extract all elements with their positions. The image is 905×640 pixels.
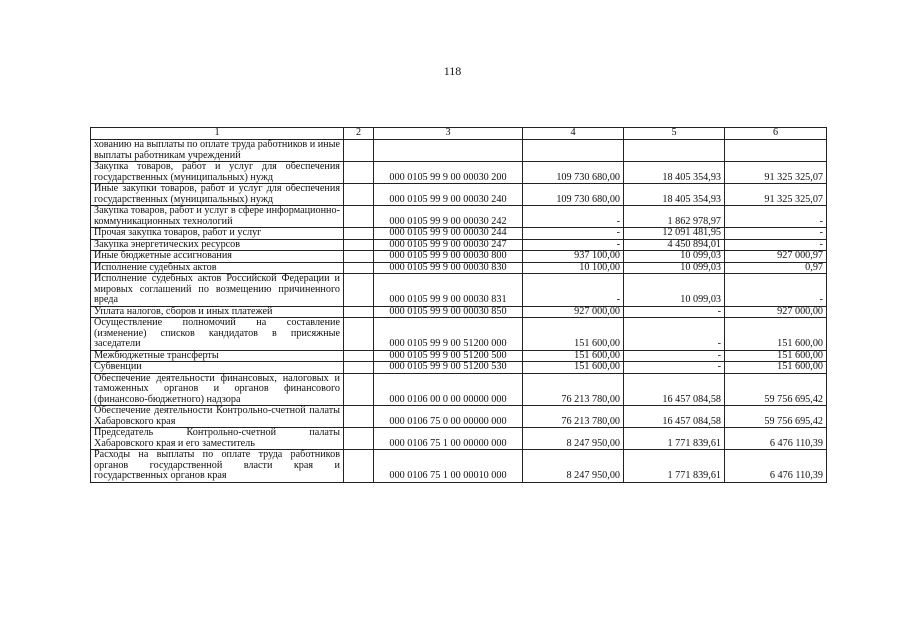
row-remaining-cell: - — [725, 228, 827, 240]
table-body — [91, 140, 827, 483]
row-remaining-cell: 59 756 695,42 — [725, 373, 827, 406]
row-plan-cell: - — [523, 239, 624, 251]
row-code-cell: 000 0105 99 9 00 51200 000 — [374, 318, 523, 351]
table-row — [91, 140, 827, 162]
col-header-1: 1 — [91, 128, 344, 140]
row-remaining-cell: 91 325 325,07 — [725, 162, 827, 184]
table-row — [91, 428, 827, 450]
budget-execution-table — [90, 127, 827, 483]
page-number: 118 — [443, 64, 462, 78]
row-remaining-cell: 927 000,00 — [725, 306, 827, 318]
row-plan-cell: 151 600,00 — [523, 318, 624, 351]
table-row — [91, 306, 827, 318]
row-col2-cell — [344, 184, 374, 206]
table-row — [91, 262, 827, 274]
row-executed-cell: 16 457 084,58 — [624, 406, 725, 428]
row-remaining-cell: 151 600,00 — [725, 350, 827, 362]
table-row — [91, 251, 827, 263]
row-executed-cell: 1 771 839,61 — [624, 428, 725, 450]
row-code-cell: 000 0106 00 0 00 00000 000 — [374, 373, 523, 406]
row-plan-cell: 151 600,00 — [523, 362, 624, 374]
row-remaining-cell: - — [725, 206, 827, 228]
row-remaining-cell: - — [725, 239, 827, 251]
row-plan-cell: 76 213 780,00 — [523, 373, 624, 406]
row-executed-cell: 16 457 084,58 — [624, 373, 725, 406]
col-header-4: 4 — [523, 128, 624, 140]
row-name-cell: Субвенции — [91, 362, 344, 374]
table-row — [91, 350, 827, 362]
row-plan-cell: 8 247 950,00 — [523, 428, 624, 450]
row-remaining-cell: - — [725, 274, 827, 307]
row-code-cell: 000 0105 99 9 00 00030 242 — [374, 206, 523, 228]
row-code-cell: 000 0105 99 9 00 00030 244 — [374, 228, 523, 240]
row-plan-cell: 8 247 950,00 — [523, 450, 624, 483]
row-plan-cell: 927 000,00 — [523, 306, 624, 318]
row-code-cell: 000 0106 75 0 00 00000 000 — [374, 406, 523, 428]
row-remaining-cell: 927 000,97 — [725, 251, 827, 263]
table-row — [91, 362, 827, 374]
row-col2-cell — [344, 262, 374, 274]
row-name-cell: Уплата налогов, сборов и иных платежей — [91, 306, 344, 318]
row-col2-cell — [344, 350, 374, 362]
row-name-cell: Обеспечение деятельности финансовых, налоговых и таможенных органов и органов финансового (финансово-бюджетного) надзора — [91, 373, 344, 406]
row-name-cell: Закупка товаров, работ и услуг в сфере информационно-коммуникационных технологий — [91, 206, 344, 228]
row-col2-cell — [344, 162, 374, 184]
table-row — [91, 406, 827, 428]
row-remaining-cell: 0,97 — [725, 262, 827, 274]
row-col2-cell — [344, 228, 374, 240]
table-row — [91, 450, 827, 483]
row-plan-cell: 109 730 680,00 — [523, 184, 624, 206]
row-plan-cell: 151 600,00 — [523, 350, 624, 362]
row-remaining-cell: 59 756 695,42 — [725, 406, 827, 428]
row-executed-cell: 1 771 839,61 — [624, 450, 725, 483]
row-col2-cell — [344, 450, 374, 483]
row-executed-cell: 1 862 978,97 — [624, 206, 725, 228]
row-executed-cell: 18 405 354,93 — [624, 184, 725, 206]
row-executed-cell: - — [624, 362, 725, 374]
row-plan-cell: - — [523, 206, 624, 228]
row-executed-cell: - — [624, 350, 725, 362]
row-executed-cell: - — [624, 306, 725, 318]
table-row — [91, 184, 827, 206]
table-row — [91, 318, 827, 351]
row-remaining-cell: 91 325 325,07 — [725, 184, 827, 206]
row-remaining-cell: 6 476 110,39 — [725, 428, 827, 450]
row-name-cell: Иные бюджетные ассигнования — [91, 251, 344, 263]
row-col2-cell — [344, 373, 374, 406]
table-row — [91, 228, 827, 240]
row-executed-cell — [624, 140, 725, 162]
row-plan-cell: 10 100,00 — [523, 262, 624, 274]
row-name-cell: Председатель Контрольно-счетной палаты Хабаровского края и его заместитель — [91, 428, 344, 450]
row-col2-cell — [344, 239, 374, 251]
col-header-5: 5 — [624, 128, 725, 140]
row-plan-cell: - — [523, 228, 624, 240]
row-name-cell: Исполнение судебных актов — [91, 262, 344, 274]
row-name-cell: Расходы на выплаты по оплате труда работников органов государственной власти края и государственных органов края — [91, 450, 344, 483]
table-row — [91, 239, 827, 251]
row-code-cell: 000 0105 99 9 00 51200 500 — [374, 350, 523, 362]
row-code-cell: 000 0106 75 1 00 00010 000 — [374, 450, 523, 483]
row-executed-cell: 10 099,03 — [624, 262, 725, 274]
row-code-cell: 000 0105 99 9 00 00030 240 — [374, 184, 523, 206]
row-code-cell: 000 0106 75 1 00 00000 000 — [374, 428, 523, 450]
row-col2-cell — [344, 318, 374, 351]
row-code-cell: 000 0105 99 9 00 00030 800 — [374, 251, 523, 263]
row-remaining-cell: 151 600,00 — [725, 318, 827, 351]
row-col2-cell — [344, 428, 374, 450]
row-executed-cell: 12 091 481,95 — [624, 228, 725, 240]
row-col2-cell — [344, 274, 374, 307]
row-col2-cell — [344, 206, 374, 228]
row-plan-cell: 937 100,00 — [523, 251, 624, 263]
row-plan-cell: 109 730 680,00 — [523, 162, 624, 184]
row-plan-cell: - — [523, 274, 624, 307]
row-code-cell — [374, 140, 523, 162]
row-col2-cell — [344, 306, 374, 318]
row-name-cell: Закупка энергетических ресурсов — [91, 239, 344, 251]
row-plan-cell — [523, 140, 624, 162]
row-col2-cell — [344, 406, 374, 428]
row-executed-cell: 10 099,03 — [624, 274, 725, 307]
row-code-cell: 000 0105 99 9 00 51200 530 — [374, 362, 523, 374]
col-header-3: 3 — [374, 128, 523, 140]
row-name-cell: Межбюджетные трансферты — [91, 350, 344, 362]
row-name-cell: Исполнение судебных актов Российской Федерации и мировых соглашений по возмещению причиненного вреда — [91, 274, 344, 307]
row-code-cell: 000 0105 99 9 00 00030 200 — [374, 162, 523, 184]
row-remaining-cell: 151 600,00 — [725, 362, 827, 374]
row-name-cell: Закупка товаров, работ и услуг для обеспечения государственных (муниципальных) нужд — [91, 162, 344, 184]
row-code-cell: 000 0105 99 9 00 00030 831 — [374, 274, 523, 307]
row-remaining-cell — [725, 140, 827, 162]
header-row — [91, 128, 827, 140]
table-row — [91, 206, 827, 228]
row-executed-cell: 4 450 894,01 — [624, 239, 725, 251]
row-name-cell: хованию на выплаты по оплате труда работников и иные выплаты работникам учреждений — [91, 140, 344, 162]
row-executed-cell: - — [624, 318, 725, 351]
row-name-cell: Осуществление полномочий на составление (изменение) списков кандидатов в присяжные заседатели — [91, 318, 344, 351]
row-name-cell: Обеспечение деятельности Контрольно-счетной палаты Хабаровского края — [91, 406, 344, 428]
row-col2-cell — [344, 362, 374, 374]
row-name-cell: Иные закупки товаров, работ и услуг для обеспечения государственных (муниципальных) нужд — [91, 184, 344, 206]
row-code-cell: 000 0105 99 9 00 00030 830 — [374, 262, 523, 274]
table-row — [91, 373, 827, 406]
row-executed-cell: 10 099,03 — [624, 251, 725, 263]
col-header-6: 6 — [725, 128, 827, 140]
row-code-cell: 000 0105 99 9 00 00030 850 — [374, 306, 523, 318]
row-plan-cell: 76 213 780,00 — [523, 406, 624, 428]
row-executed-cell: 18 405 354,93 — [624, 162, 725, 184]
col-header-2: 2 — [344, 128, 374, 140]
row-name-cell: Прочая закупка товаров, работ и услуг — [91, 228, 344, 240]
table-row — [91, 162, 827, 184]
row-remaining-cell: 6 476 110,39 — [725, 450, 827, 483]
row-code-cell: 000 0105 99 9 00 00030 247 — [374, 239, 523, 251]
table-row — [91, 274, 827, 307]
row-col2-cell — [344, 140, 374, 162]
row-col2-cell — [344, 251, 374, 263]
